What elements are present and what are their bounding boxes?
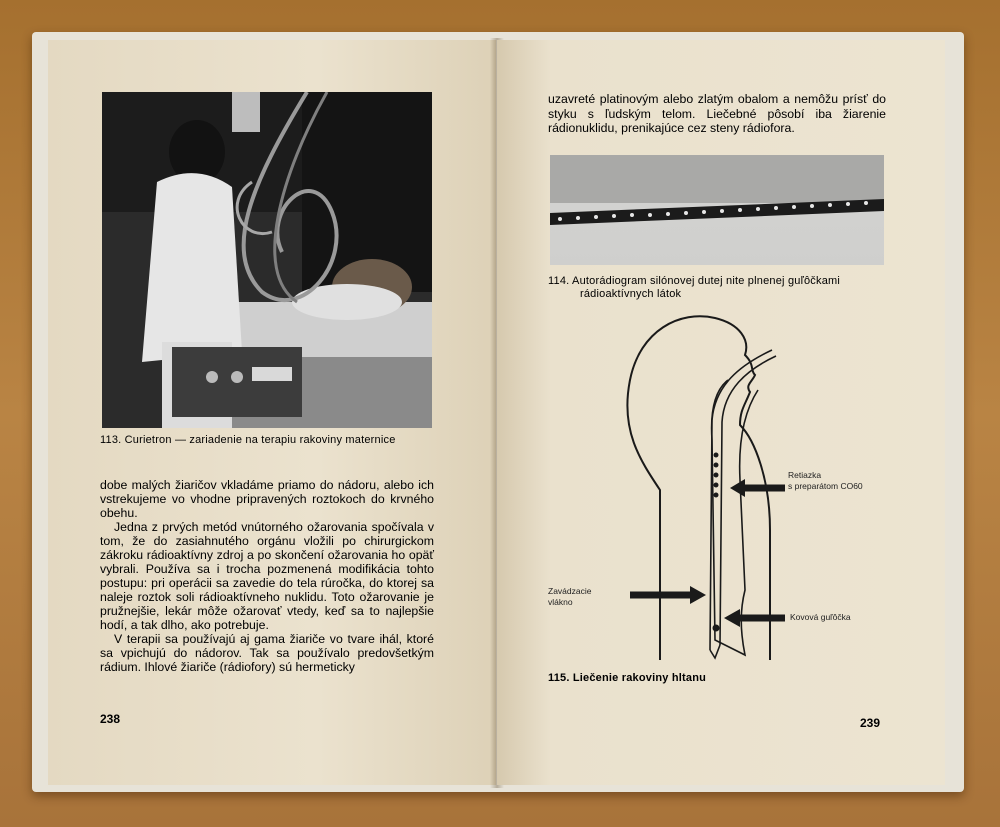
paragraph-1: dobe malých žiaričov vkladáme priamo do nádoru, alebo ich vstrekujeme vo vhodne pripravených roztokoch do krvného obehu. bbox=[100, 478, 434, 520]
figure-115-caption: 115. Liečenie rakoviny hltanu bbox=[548, 672, 707, 684]
pharynx-treatment-diagram bbox=[540, 310, 890, 670]
label-chain bbox=[788, 470, 863, 492]
figure-114-caption bbox=[548, 275, 888, 301]
label-insertion-line2: vlákno bbox=[548, 597, 573, 607]
page-number-left: 238 bbox=[100, 712, 121, 726]
figure-114-caption-line2: rádioaktívnych látok bbox=[580, 288, 682, 300]
figure-114-caption-line1: 114. Autorádiogram silónovej dutej nite plnenej guľôčkami bbox=[548, 275, 841, 287]
figure-113-caption: 113. Curietron — zariadenie na terapiu rakoviny maternice bbox=[100, 434, 396, 446]
label-insertion-fiber bbox=[548, 586, 591, 608]
label-metal-ball: Kovová guľôčka bbox=[790, 612, 851, 622]
right-top-text: uzavreté platinovým alebo zlatým obalom a nemôžu prísť do styku s ľudským telom. Liečebné pôsobí iba žiarenie rádionuklidu, prenikajúce cez steny rádiofora. bbox=[548, 92, 886, 135]
page-number-right: 239 bbox=[860, 716, 881, 730]
paragraph-2: Jedna z prvých metód vnútorného ožarovania spočívala v tom, že do zasiahnutého orgánu vložili po chirurgickom zákroku rádioaktívny zdroj a po skončení ožarovania ho opäť vybrali. Používa sa i trocha pozmenená modifikácia tohto postupu: pri operácii sa zavedie do tela rúročka, do ktorej sa naleje roztok soli rádioaktívneho nuklidu. Toto ožarovanie je pružnejšie, lekár môže ožarovať vtedy, keď sa to najlepšie hodí, a tak dlho, ako potrebuje. bbox=[100, 520, 434, 632]
paragraph-3: V terapii sa používajú aj gama žiariče vo tvare ihál, ktoré sa vpichujú do nádorov. Tak sa používalo predovšetkým rádium. Ihlové žiariče (rádiofory) sú hermeticky bbox=[100, 632, 434, 674]
left-body-text bbox=[100, 478, 434, 674]
label-insertion-line1: Zavádzacie bbox=[548, 586, 592, 596]
label-chain-line2: s preparátom CO60 bbox=[788, 481, 863, 491]
label-chain-line1: Retiazka bbox=[788, 470, 822, 480]
curietron-photo bbox=[102, 92, 432, 428]
autoradiogram-image bbox=[550, 155, 884, 265]
